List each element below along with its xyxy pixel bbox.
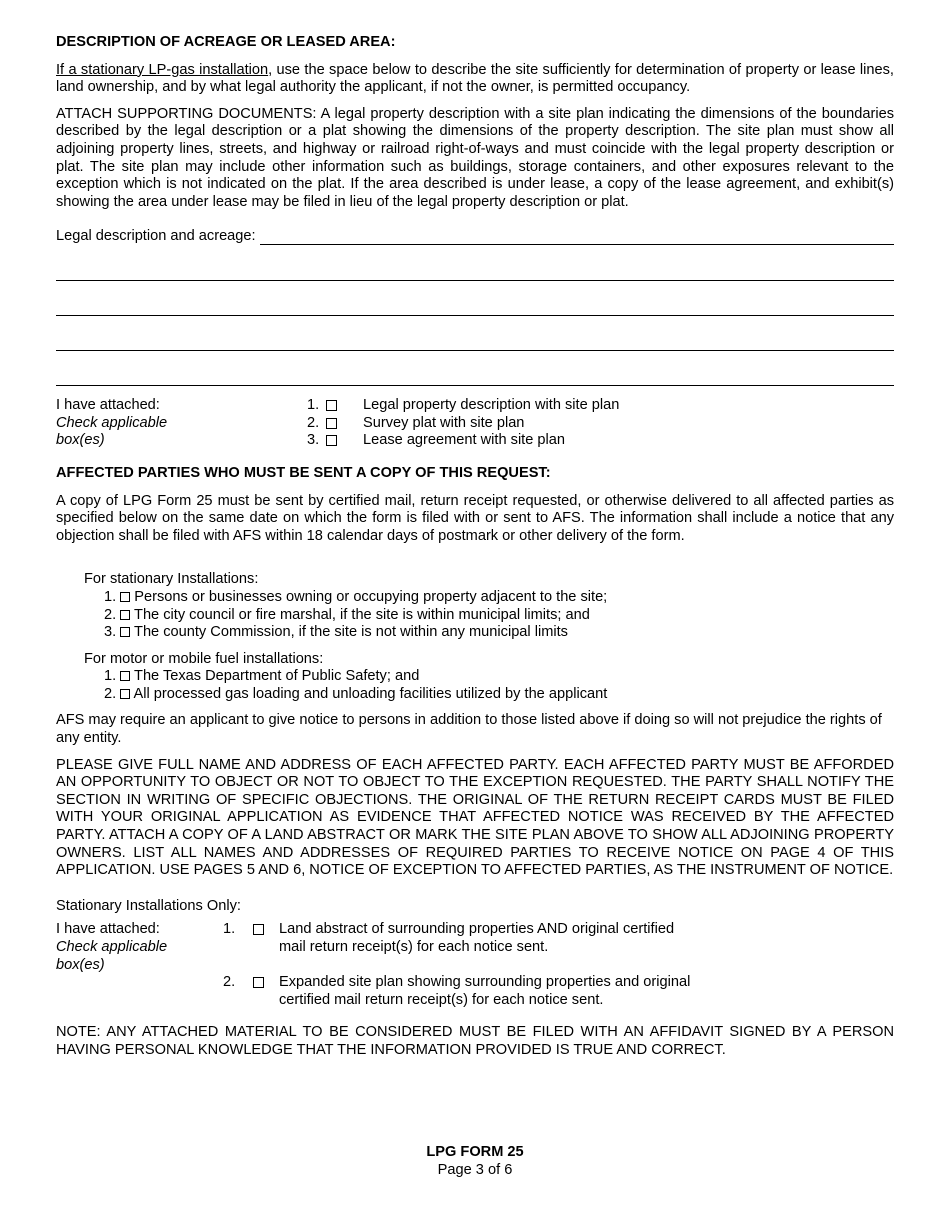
stationary-only-label: Stationary Installations Only: <box>56 897 241 914</box>
motor-heading: For motor or mobile fuel installations: <box>84 650 324 667</box>
attachment-1-checkbox[interactable] <box>326 400 337 411</box>
check-applicable-label: Check applicable <box>56 414 168 431</box>
motor-item-2-label: All processed gas loading and unloading facilities utilized by the applicant <box>133 685 608 702</box>
intro-rest: , use the space below to describe the site sufficiently for determination of property or lease lines, land ownership, and by what legal authority the applicant, if not the owner, is permitted occupancy. <box>56 61 894 96</box>
stationary-attachment-2-line1: Expanded site plan showing surrounding properties and original <box>279 974 691 991</box>
legal-description-line-4[interactable] <box>56 350 894 351</box>
attachment-2-num: 2. <box>307 414 320 431</box>
legal-description-line-5[interactable] <box>56 385 894 386</box>
acreage-heading: DESCRIPTION OF ACREAGE OR LEASED AREA: <box>56 34 396 50</box>
stationary-attachment-1-line1: Land abstract of surrounding properties AND original certified <box>279 921 675 938</box>
intro-underlined: If a stationary LP-gas installation <box>56 61 269 78</box>
stationary-check-applicable-label: Check applicable <box>56 939 168 955</box>
caps-paragraph: PLEASE GIVE FULL NAME AND ADDRESS OF EACH AFFECTED PARTY. EACH AFFECTED PARTY MUST BE AFFORDED AN OPPORTUNITY TO OBJECT OR NOT TO OBJECT TO THE EXCEPTION REQUESTED. THE PARTY SHALL NOTIFY THE SECTION IN WRITING OF SPECIFIC OBJECTIONS. THE ORIGINAL OF THE RETURN RECEIPT CARDS MUST BE FILED WITH YOUR ORIGINAL APPLICATION AS EVIDENCE THAT AFFECTED NOTICE WAS RECEIVED BY THE AFFECTED PARTY. ATTACH A COPY OF A LAND ABSTRACT OR MARK THE SITE PLAN ABOVE TO SHOW ALL ADJOINING PROPERTY OWNERS. LIST ALL NAMES AND ADDRESSES OF REQUIRED PARTIES TO RECEIVE NOTICE ON PAGE 4 OF THIS APPLICATION. USE PAGES 5 AND 6, NOTICE OF EXCEPTION TO AFFECTED PARTIES, AS THE INSTRUMENT OF NOTICE. <box>56 756 894 879</box>
form-name: LPG FORM 25 <box>426 1144 524 1160</box>
attachment-3-label: Lease agreement with site plan <box>363 432 566 449</box>
afs-paragraph: AFS may require an applicant to give notice to persons in addition to those listed above if doing so will not prejudice the rights of any entity. <box>56 712 882 747</box>
legal-description-line-3[interactable] <box>56 315 894 316</box>
motor-list <box>104 668 894 703</box>
stationary-item-1 <box>104 589 894 607</box>
document-page <box>56 34 894 1060</box>
motor-item-1 <box>104 668 894 686</box>
stationary-attachment-1-checkbox[interactable] <box>253 924 264 935</box>
stationary-item-2-checkbox[interactable] <box>120 610 130 620</box>
stationary-item-3-checkbox[interactable] <box>120 627 130 637</box>
note-paragraph: NOTE: ANY ATTACHED MATERIAL TO BE CONSIDERED MUST BE FILED WITH AN AFFIDAVIT SIGNED BY A PERSON HAVING PERSONAL KNOWLEDGE THAT THE INFORMATION PROVIDED IS TRUE AND CORRECT. <box>56 1024 894 1058</box>
stationary-item-1-checkbox[interactable] <box>120 592 130 602</box>
affected-parties-paragraph: A copy of LPG Form 25 must be sent by certified mail, return receipt requested, or otherwise delivered to all affected parties as specified below on the same date on which the form is filed with or sent to AFS. The information shall include a notice that any objection shall be filed with AFS within 18 calendar days of postmark or other delivery of the form. <box>56 492 894 544</box>
stationary-item-3-num: 3. <box>104 624 117 641</box>
motor-item-2-num: 2. <box>104 685 117 702</box>
attach-paragraph: ATTACH SUPPORTING DOCUMENTS: A legal property description with a site plan indicating the dimensions of the boundaries described by the legal description or a plat showing the dimensions of the property description. The site plan must show all adjoining property lines, streets, and highway or railroad right-of-ways and must coincide with the legal property description or plat. The site plan may include other information such as buildings, storage containers, and other exposures relevant to the exception which is not indicated on the plat. If the area described is under lease, a copy of the lease agreement, and exhibit(s) showing the area under lease may be filed in lieu of the legal property description or plat. <box>56 105 894 210</box>
stationary-attachment-1-line2: mail return receipt(s) for each notice sent. <box>279 939 549 955</box>
stationary-item-2 <box>104 607 894 625</box>
intro-paragraph <box>56 62 894 97</box>
stationary-attached-label: I have attached: <box>56 921 160 938</box>
motor-item-2 <box>104 686 894 704</box>
attachment-2-label: Survey plat with site plan <box>363 414 525 431</box>
stationary-item-3 <box>104 624 894 642</box>
motor-item-1-checkbox[interactable] <box>120 671 130 681</box>
attachment-3-checkbox[interactable] <box>326 435 337 446</box>
stationary-item-2-label: The city council or fire marshal, if the site is within municipal limits; and <box>134 606 590 623</box>
page-number: Page 3 of 6 <box>437 1162 513 1178</box>
legal-description-line-1[interactable] <box>260 244 894 245</box>
stationary-item-1-label: Persons or businesses owning or occupying property adjacent to the site; <box>134 588 608 605</box>
motor-item-2-checkbox[interactable] <box>120 689 130 699</box>
attachment-1-num: 1. <box>307 396 320 413</box>
stationary-item-1-num: 1. <box>104 588 117 605</box>
boxes-label: box(es) <box>56 432 105 449</box>
stationary-attachment-1-num: 1. <box>223 921 236 938</box>
attachment-2-checkbox[interactable] <box>326 418 337 429</box>
attachment-3-num: 3. <box>307 432 320 449</box>
legal-description-row <box>56 228 894 246</box>
stationary-attachments-block <box>56 921 894 1009</box>
affected-parties-heading: AFFECTED PARTIES WHO MUST BE SENT A COPY OF THIS REQUEST: <box>56 464 551 481</box>
stationary-heading: For stationary Installations: <box>84 571 259 588</box>
stationary-attachment-2-checkbox[interactable] <box>253 977 264 988</box>
motor-item-1-num: 1. <box>104 668 117 685</box>
stationary-attachment-2-num: 2. <box>223 974 236 991</box>
attachment-1-label: Legal property description with site plan <box>363 396 620 413</box>
stationary-boxes-label: box(es) <box>56 956 105 973</box>
attached-label: I have attached: <box>56 396 160 413</box>
legal-description-label: Legal description and acreage: <box>56 228 256 245</box>
stationary-item-3-label: The county Commission, if the site is not within any municipal limits <box>134 624 568 641</box>
legal-description-line-2[interactable] <box>56 280 894 281</box>
motor-item-1-label: The Texas Department of Public Safety; and <box>134 668 420 685</box>
stationary-item-2-num: 2. <box>104 606 117 623</box>
stationary-attachment-2-line2: certified mail return receipt(s) for each notice sent. <box>279 992 604 1008</box>
attachments-block <box>56 397 894 450</box>
stationary-list <box>104 589 894 642</box>
